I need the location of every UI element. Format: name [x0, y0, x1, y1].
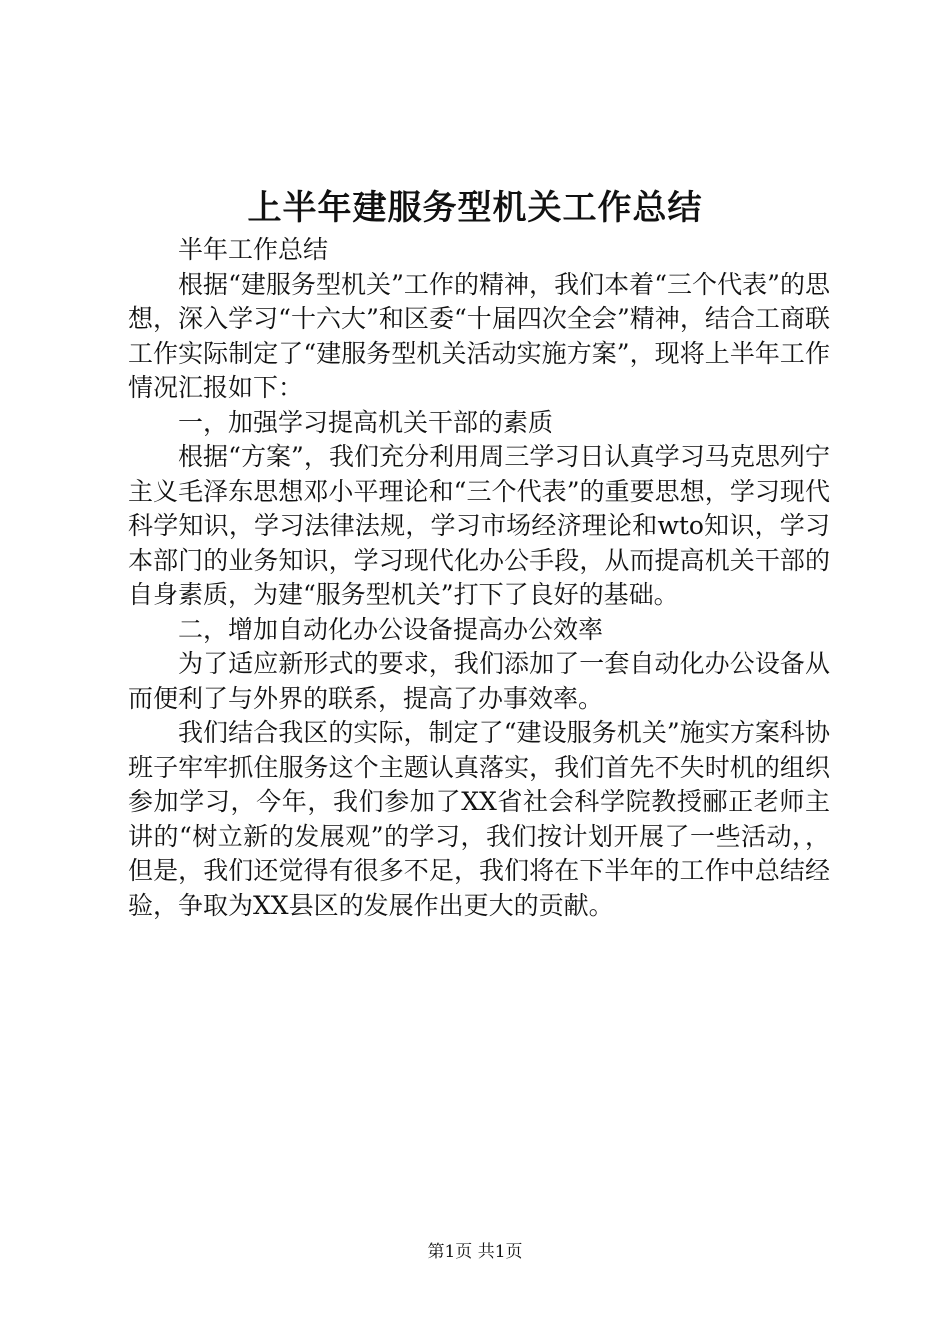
paragraph-section-2: 为了适应新形式的要求，我们添加了一套自动化办公设备从而便利了与外界的联系，提高了办事效率。	[128, 649, 830, 713]
paragraph-subtitle: 半年工作总结	[178, 235, 329, 264]
document-title: 上半年建服务型机关工作总结	[247, 188, 703, 228]
page-footer	[0, 1240, 950, 1264]
section-heading-2: 二，增加自动化办公设备提高办公效率	[178, 614, 604, 644]
page-total: 共1页	[477, 1242, 523, 1262]
paragraph-conclusion: 我们结合我区的实际，制定了“建设服务机关”施实方案科协班子牢牢抓住服务这个主题认真落实，我们首先不失时机的组织参加学习，今年，我们参加了XX省社会科学院教授郦正老师主讲的“树立新的发展观”的学习，我们按计划开展了一些活动，，但是，我们还觉得有很多不足，我们将在下半年的工作中总结经验，争取为XX县区的发展作出更大的贡献。	[128, 718, 830, 920]
paragraph-section-1: 根据“方案”，我们充分利用周三学习日认真学习马克思列宁主义毛泽东思想邓小平理论和“三个代表”的重要思想，学习现代科学知识，学习法律法规，学习市场经济理论和wto知识，学习本部门的业务知识，学习现代化办公手段，从而提高机关干部的自身素质，为建“服务型机关”打下了良好的基础。	[128, 442, 830, 609]
document-body	[128, 233, 830, 923]
section-heading-1: 一，加强学习提高机关干部的素质	[178, 407, 554, 437]
page-number: 第1页	[427, 1242, 473, 1262]
paragraph-intro: 根据“建服务型机关”工作的精神，我们本着“三个代表”的思想，深入学习“十六大”和区委“十届四次全会”精神，结合工商联工作实际制定了“建服务型机关活动实施方案”，现将上半年工作情况汇报如下：	[128, 269, 830, 402]
